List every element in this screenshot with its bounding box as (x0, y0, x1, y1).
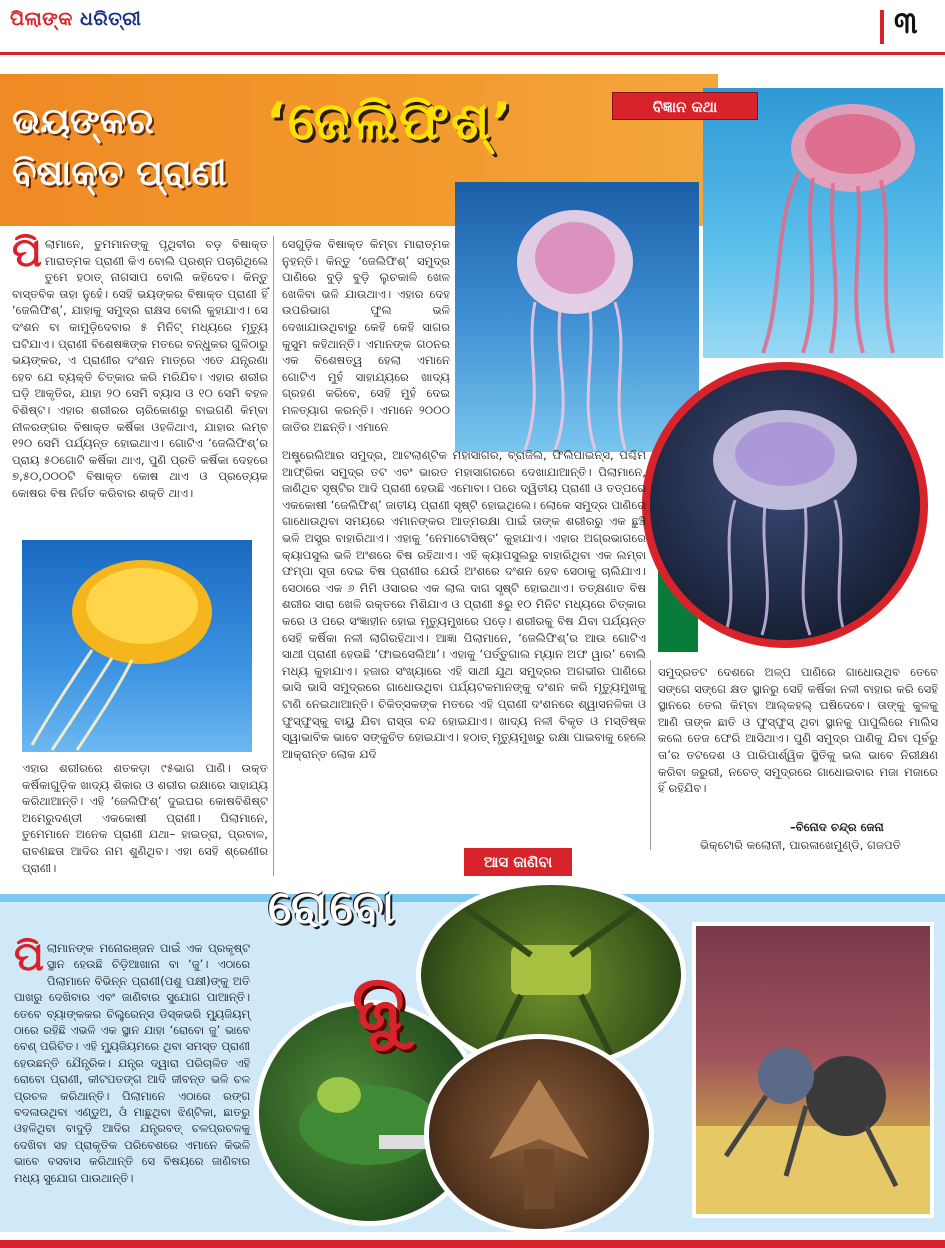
section-tag-science: ବିଜ୍ଞାନ କଥା (612, 92, 758, 120)
author-name: –ବିନୋଦ ଚନ୍ଦ୍ର ଜେନା (790, 820, 884, 834)
headline-subtitle-line2: ବିଷାକ୍ତ ପ୍ରାଣୀ (12, 153, 227, 194)
article-col2-bottom: ଅଷ୍ଟ୍ରେଲିଆର ସମୁଦ୍ର, ଆଟଲାଣ୍ଟିକ ମହାସାଗର, ବ୍ରାଜିଲ, ଫିଲିପାଇନ୍ସ, ପଶ୍ଚିମ ଆଫ୍ରିକା ସମୁଦ୍ର ତଟ ଏବଂ ଭାରତ ମହାସାଗରରେ ଦେଖାଯାଆନ୍ତି। ପିଲାମାନେ, ଜାଣିଥିବ ସୃଷ୍ଟିର ଆଦି ପ୍ରାଣୀ ହେଉଛି ଏମୋବା। ପରେ ଦ୍ୱିତୀୟ ପ୍ରାଣୀ ଓ ତତ୍ପରେ ଏକକୋଷୀ ‘ଜେଲିଫିଶ୍’ ଜାତୀୟ ପ୍ରାଣୀ ସୃଷ୍ଟି ହୋଇଥିଲେ। ଲୋକେ ସମୁଦ୍ର ପାଣିରେ ଗାଧୋଉଥିବା ସମୟରେ ଏମାନଙ୍କର ଆତ୍ମରକ୍ଷା ପାଇଁ ତାଙ୍କ ଶରୀରରୁ ଏକ ଛୁଞ୍ଚି ଭଳି ଅସ୍ତ୍ର ବାହାରିଥାଏ। ଏହାକୁ ‘ନେମାଟୋସିଷ୍ଟ’ କୁହାଯାଏ। ଏହାର ଅଗ୍ରଭାଗରେ କ୍ୟାପସୁଲ ଭଳି ଅଂଶରେ ବିଷ ରହିଥାଏ। ଏହି କ୍ୟାପସୁଲରୁ ବାହାରିଥିବା ଏକ ଲମ୍ବା ଫମ୍ପା ସୂତା ଦେଇ ବିଷ ପ୍ରାଣୀର ଯେଉଁ ଅଂଶରେ ଦଂଶନ ହେବ ସେଠାକୁ ଚାଲିଯାଏ। ସେଠାରେ ଏକ ୬ ମିମି ଓସାରର ଏକ ଲାଲ ଦାଗ ସୃଷ୍ଟି ହୋଇଥାଏ। ତତ୍‌କ୍ଷଣାତ ବିଷ ଶରୀର ସାରା ଖେଳି ରକ୍ତରେ ମିଶିଯାଏ ଓ ପ୍ରାଣୀ ୫ରୁ ୧୦ ମିନିଟ ମଧ୍ୟରେ ଚିତ୍କାର କରେ ଓ ପରେ ସଂଜ୍ଞାହୀନ ହୋଇ ମୃତ୍ୟୁମୁଖରେ ପଡ଼େ। ଶରୀରକୁ ବିଷ ଯିବା ପର୍ଯ୍ୟନ୍ତ ସେହି କର୍ଷିକା ନଳୀ ଲାଗିରହିଥାଏ। ଆଜ୍ଞା ପିଲାମାନେ, ‘ଜେଲିଫିଶ୍’ର ଆଉ ଗୋଟିଏ ସାଥୀ ପ୍ରାଣୀ ହେଉଛି ‘ଫାଇସେଲିଆ’। ଏହାକୁ ‘ପର୍ତ୍ତୁଗାଲ ମ୍ୟାନ ଅଫ ୱାର’ ବୋଲି ମଧ୍ୟ କୁହାଯାଏ। ହଜାର ସଂଖ୍ୟାରେ ଏହି ସାଥୀ ଯୁଥ ସମୁଦ୍ରର ଅଗଭୀର ପାଣିରେ ଭାସି ଭାସି ସମୁଦ୍ରରେ ଗାଧୋଉଥିବା ପର୍ଯ୍ୟଟକମାନଙ୍କୁ ଦଂଶନ କରି ମୃତ୍ୟୁମୁଖକୁ ଟାଣି ନେଇଥାଆନ୍ତି। ଚିକିତ୍ସକଙ୍କ ମତରେ ଏହି ପ୍ରାଣୀ ଦଂଶନରେ ଶ୍ୱାସନଳିକା ଓ ଫୁସ୍‌ଫୁସ୍‌କୁ ବାୟୁ ଯିବା ରାସ୍ତା ବନ୍ଦ ହୋଇଯାଏ। ଖାଦ୍ୟ ନଳୀ ବିକୃତ ଓ ମସ୍ତିଷ୍କ ସ୍ୱାଭାବିକ ଭାବେ ସଙ୍କୁଚିତ ହୋଇଯାଏ। ହଠାତ୍ ମୃତ୍ୟୁମୁଖରୁ ରକ୍ଷା ପାଇବାକୁ ହେଲେ ଆକ୍ରାନ୍ତ ଲୋକ ଯଦି (282, 448, 646, 761)
robo-bat-photo (424, 1034, 654, 1234)
article-col3: ସମୁଦ୍ରତଟ ଦେଶରେ ଅଳ୍ପ ପାଣିରେ ଗାଧୋଉଥିବ ତେବେ ସଙ୍ଗେ ସଙ୍ଗେ କ୍ଷତ ସ୍ଥାନରୁ ସେହି କର୍ଷିକା ନଳୀ ବାହାର କରି ସେହି ସ୍ଥାନରେ ତେଲ କିମ୍ବା ଆଲ୍‌କହଲ୍ ଘଷିଦେବେ। ତାଙ୍କୁ କୁଳକୁ ଆଣି ତାଙ୍କ ଛାତି ଓ ଫୁସ୍‌ଫୁସ୍ ଥିବା ସ୍ଥାନକୁ ପାପୁଲିରେ ମାଲିସ କଲେ ତେଜ ଫେରି ଆସିଥାଏ। ପୁଣି ସମୁଦ୍ର ପାଣିକୁ ଯିବା ପୂର୍ବରୁ ତା’ର ତଟଦେଶ ଓ ପାରିପାର୍ଶ୍ୱିକ ସ୍ଥିତିକୁ ଭଲ ଭାବେ ନିରୀକ୍ଷଣ କରିବା ଜରୁରୀ, ନଚେତ୍ ସମୁଦ୍ରରେ ଗାଧୋଇବାର ମଜା ମଜାରେ ହିଁ ରହିଯିବ। (658, 665, 938, 796)
article-col2-top: ସେଗୁଡ଼ିକ ବିଷାକ୍ତ କିମ୍ବା ମାରାତ୍ମକ ନୁହନ୍ତି। କିନ୍ତୁ ‘ଜେଲିଫିଶ୍’ ସମୁଦ୍ର ପାଣିରେ ବୁଡ଼ି ବୁଡ଼ି ଲୁଚକାଳି ଖେଳ ଖେଳିବା ଭଳି ଯାଉଥାଏ। ଏହାର ଦେହ ଉପରିଭାଗ ଫୁଲ ଭଳି ଦେଖାଯାଉଥିବାରୁ କେହି କେହି ସାଗର କୁସୁମ କହିଥାନ୍ତି। ଏମାନଙ୍କ ଗଠନର ଏକ ବିଶେଷତ୍ୱ ହେଲା ଏମାନେ ଗୋଟିଏ ମୁହଁ ସାହାଯ୍ୟରେ ଖାଦ୍ୟ ଗ୍ରହଣ କରିବେ, ସେହି ମୁହଁ ଦେଇ ମଳତ୍ୟାଗ କରନ୍ତି। ଏମାନେ ୨୦୦୦ ଜାତିର ଅଛନ୍ତି। ଏମାନେ (282, 237, 450, 434)
jellyfish-photo-pink (703, 88, 943, 358)
headline-title: ‘ଜେଲିଫିଶ୍’ (266, 92, 514, 152)
robo-zoo-text: ଲାମାନଙ୍କ ମନୋରଞ୍ଜନ ପାଇଁ ଏକ ପ୍ରକୃଷ୍ଟ ସ୍ଥାନ ହେଉଛି ଚିଡ଼ିଆଖାନା ବା ‘ଜୁ’। ଏଠାରେ ପିଲାମାନେ ବିଭିନ୍ନ ପ୍ରାଣୀ(ପଶୁ ପକ୍ଷୀ)ଙ୍କୁ ଅତି ପାଖରୁ ଦେଖିବାର ଏବଂ ଜାଣିବାର ସୁଯୋଗ ପାଆନ୍ତି। ତେବେ ବ୍ୟାଙ୍କକର ଚିଲ୍ଡ୍ରେନ୍ସ ଡିସ୍କଭରି ମ୍ୟୁଜିୟମ୍ ଠାରେ ରହିଛି ଏଭଳି ଏକ ସ୍ଥାନ ଯାହା ‘ରୋବୋ ଜୁ’ ଭାବେ ବେଶ୍ ପରିଚିତ। ଏହି ମ୍ୟୁଜିୟମରେ ଥିବା ସମସ୍ତ ପ୍ରାଣୀ ହେଉଛନ୍ତି ଯୈନ୍ତ୍ରିକ। ଯନ୍ତ୍ର ଦ୍ୱାରା ପରିଚାଳିତ ଏହି ରୋବୋ ପ୍ରାଣୀ, କୀଟପତଙ୍ଗ ଆଦି ଜୀବନ୍ତ ଭଳି ଚଳ ପ୍ରଚଳ କରିଥାନ୍ତି। ପିଲାମାନେ ଏଠାରେ ରଙ୍ଗ ବଦଳାଉଥିବା ଏଣ୍ଡୁଅ, ଓଁ ମାଛୁଥିବା ଝିଣ୍ଟିକା, ଛାତରୁ ଓହଳିଥିବା ବାଦୁଡ଼ି ଆଦିର ଯନ୍ତ୍ରବତ୍ ଚଳପ୍ରଚଳକୁ ଦେଖିବା ସହ ପ୍ରାକୃତିକ ପରିବେଶରେ ଏମାନେ କିଭଳି ଭାବେ ବସବାସ କରିଥାନ୍ତି ସେ ବିଷୟରେ ଜାଣିବାର ମଧ୍ୟ ସୁଯୋଗ ପାଉଥାନ୍ତି। (14, 941, 250, 1185)
robot-illustration (429, 1039, 649, 1229)
jellyfish-illustration (703, 88, 943, 358)
robot-illustration (696, 926, 930, 1214)
robo-zoo-title-line1: ରୋବୋ (268, 880, 397, 934)
jellyfish-photo-white (455, 182, 699, 452)
article-col1-top-text: ଲାମାନେ, ତୁମମାନଙ୍କୁ ପୃଥିବୀର ବଡ଼ ବିଷାକ୍ତ ମାରାତ୍ମକ ପ୍ରାଣୀ କିଏ ବୋଲି ପ୍ରଶ୍ନ ପଚାରିଥିଲେ ତୁମେ ହଠାତ୍ ନାଗସାପ ବୋଲି କହିଦେବ। କିନ୍ତୁ ବାସ୍ତବିକ ତାହା ନୁହେଁ। ସେହି ଭୟଙ୍କର ବିଷାକ୍ତ ପ୍ରାଣୀ ହିଁ ‘ଜେଲିଫିଶ୍’, ଯାହାକୁ ସମୁଦ୍ର ରାକ୍ଷସ ବୋଲି କୁହାଯାଏ। ସେ ଦଂଶନ ବା କାମୁଡ଼ିଦେବାର ୫ ମିନିଟ୍ ମଧ୍ୟରେ ମୃତ୍ୟୁ ଘଟିଯାଏ। ପ୍ରାଣୀ ବିଶେଷଜ୍ଞଙ୍କ ମତରେ ବନ୍ଧୁକର ଗୁଳିଠାରୁ ଭୟଙ୍କର, ଏ ପ୍ରାଣୀର ଦଂଶନ ମାତ୍ରେ ଏତେ ଯନ୍ତ୍ରଣା ହେବ ଯେ ବ୍ୟକ୍ତି ଚିତ୍କାର କରି ମରିଯିବ। ଏହାର ଶରୀର ଘଡ଼ି ଆକୃତିର, ଯାହା ୨୦ ସେମି ବ୍ୟାସ ଓ ୧୦ ସେମି ବହଳ ବିଶିଷ୍ଟ। ଏହାର ଶରୀରର ଚାରିକୋଣରୁ ବାଇଗଣି କିମ୍ବା ନୀଳରଙ୍ଗର ବିଷାକ୍ତ କର୍ଷିକା ଓହଳିଥାଏ, ଯାହାର ଲମ୍ବ ୧୨୦ ସେମି ପର୍ଯ୍ୟନ୍ତ ହୋଇଥାଏ। ଗୋଟିଏ ‘ଜେଲିଫିଶ୍’ର ପ୍ରାୟ ୫୦ଗୋଟି କର୍ଷିକା ଥାଏ, ପୁଣି ପ୍ରତି କର୍ଷିକା ଦେହରେ ୭,୫୦,୦୦୦ଟି ବିଷାକ୍ତ କୋଷ ଥାଏ ଓ ପ୍ରତ୍ୟେକ କୋଷର ବିଷ ନିର୍ଗତ କରିବାର ଶକ୍ତି ଥାଏ। (12, 237, 268, 500)
headline-subtitle (12, 96, 252, 200)
page-number: ୩ (894, 6, 918, 41)
drop-cap: ପି (12, 230, 42, 276)
robo-zoo-title-line2: ଜୁ (352, 958, 405, 1047)
jellyfish-illustration (22, 540, 252, 752)
brand-right: ଧରିତ୍ରୀ (79, 8, 142, 30)
brand-logo (10, 8, 141, 30)
article-col1-bottom: ଏହାର ଶରୀରରେ ଶତକଡ଼ା ୯୫ଭାଗ ପାଣି। ଉକ୍ତ କର୍ଷିକାଗୁଡ଼ିକ ଖାଦ୍ୟ ଶିକାର ଓ ଶରୀର ରକ୍ଷାରେ ସାହାଯ୍ୟ କରିଥାଆନ୍ତି। ଏହି ‘ଜେଲିଫିଶ୍’ ଦୁଇଘର କୋଷବିଶିଷ୍ଟ ଅମେରୁଦଣ୍ଡୀ ଏକକୋଷୀ ପ୍ରାଣୀ। ପିଲାମାନେ, ତୁମେମାନେ ଅନେକ ପ୍ରାଣୀ ଯଥା– ହାଇଡ୍ରା, ପ୍ରବାଳ, ରାବଣଛତା ଆଦିର ନାମ ଶୁଣିଥିବ। ଏହା ସେହି ଶ୍ରେଣୀର ପ୍ରାଣୀ। (22, 761, 268, 875)
jellyfish-photo-circle (642, 362, 928, 648)
jellyfish-illustration (455, 182, 699, 452)
masthead (0, 0, 945, 52)
jellyfish-illustration (650, 370, 920, 640)
headline-subtitle-line1: ଭୟଙ୍କର (12, 101, 154, 142)
article-col1-top (12, 230, 268, 502)
page-number-rule (880, 10, 884, 44)
masthead-divider (0, 52, 945, 55)
footer-rule (0, 1240, 945, 1248)
author-address: ଭିକ୍ଟୋରି କଲୋନୀ, ପାରଳାଖେମୁଣ୍ଡି, ଗଜପତି (700, 838, 901, 852)
robo-ant-photo (692, 922, 934, 1218)
drop-cap: ପି (14, 934, 44, 980)
column-divider (650, 660, 651, 850)
column-divider (273, 236, 274, 876)
jellyfish-photo-yellow (22, 540, 252, 752)
brand-left: ପିଲାଙ୍କ (10, 8, 73, 30)
section-tag-know: ଆସ ଜାଣିବା (464, 848, 572, 876)
robo-zoo-article (14, 934, 250, 1186)
